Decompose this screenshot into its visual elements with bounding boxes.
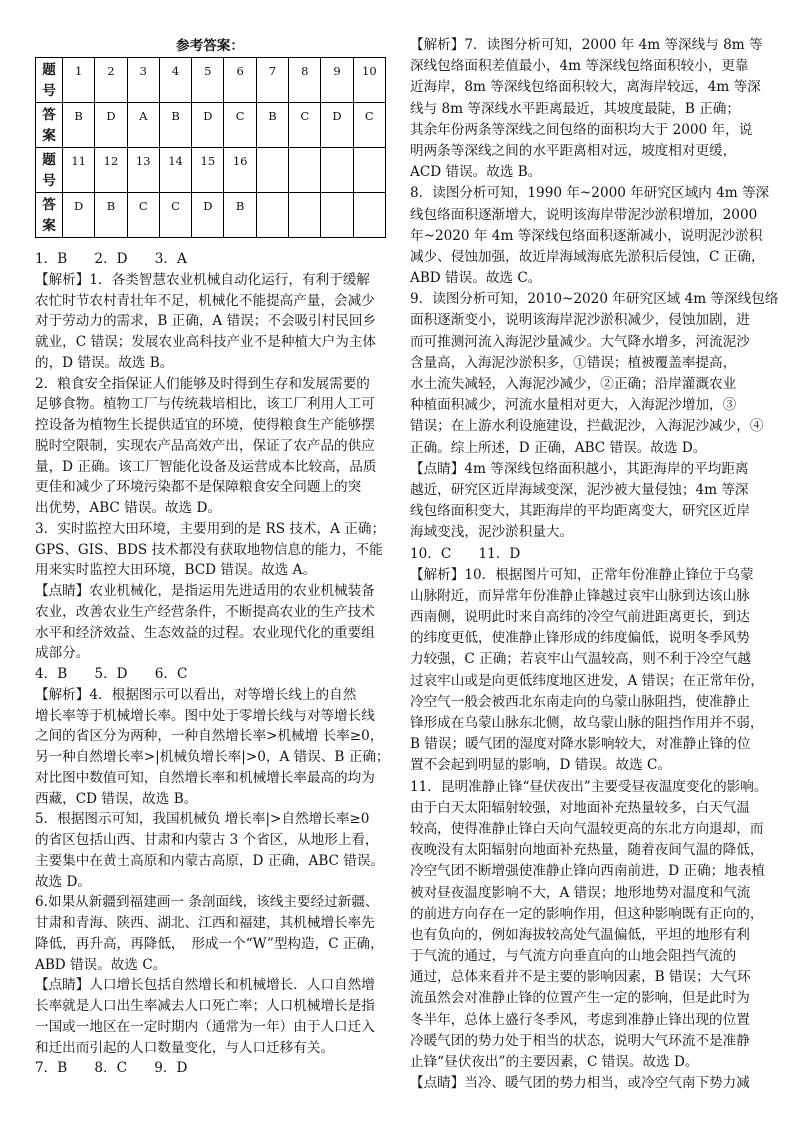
table-cell: C xyxy=(159,193,191,238)
text-line: 【解析】10．根据图片可知，正常年份准静止锋位于乌蒙 xyxy=(410,566,754,583)
text-line: 西南侧，说明此时来自高纬的冷空气前进距离更长，到达 xyxy=(410,609,750,626)
left-text-column xyxy=(35,249,391,1079)
text-line: 长率就是人口出生率减去人口死亡率；人口机械增长是指 xyxy=(35,998,375,1014)
text-line: 由于白天太阳辐射较强，对地面补充热量较多，白天气温 xyxy=(410,799,750,816)
table-cell: B xyxy=(63,103,95,148)
text-line: 10．C 11．D xyxy=(410,545,521,562)
text-line: ABD 错误。故选 C。 xyxy=(410,270,542,287)
text-line: 就业，C 错误；发展农业高科技产业不是种植大户为主体 xyxy=(35,334,376,350)
table-cell: 15 xyxy=(192,148,224,193)
text-line: ABD 错误。故选 C。 xyxy=(35,956,167,973)
text-line: 出优势，ABC 错误。故选 D。 xyxy=(35,500,221,516)
text-line: 正确。综上所述，D 正确，ABC 错误。故选 D。 xyxy=(410,439,707,456)
text-line: 更佳和减少了环境污染都不是保障粮食安全问题上的突 xyxy=(35,479,362,496)
text-line: 深线包络面积差值最小，4m 等深线包络面积较小，更靠 xyxy=(410,58,749,75)
right-text-column xyxy=(410,35,780,1094)
text-line: 被对昼夜温度影响不大，A 错误；地形地势对温度和气流 xyxy=(410,884,751,901)
table-cell: 3 xyxy=(127,58,159,103)
answer-table xyxy=(35,57,386,238)
text-line: 明两条等深线之间的水平距离相对远，坡度相对更缓， xyxy=(410,142,737,159)
text-line: 5．根据图示可知，我国机械负 增长率|>自然增长率≥0 xyxy=(35,811,370,828)
text-line: 的，D 错误。故选 B。 xyxy=(35,354,174,371)
table-cell: 9 xyxy=(321,58,353,103)
text-line: 冬半年，总体上盛行冬季风，考虑到准静止锋出现的位置 xyxy=(410,1011,750,1028)
text-line: 足够食物。植物工厂与传统栽培相比，该工厂利用人工可 xyxy=(35,396,375,413)
text-line: 冷暖气团的势力处于相当的状态，说明大气环流不是准静 xyxy=(410,1032,750,1049)
text-line: 【点睛】农业机械化，是指运用先进适用的农业机械装备 xyxy=(35,583,375,599)
text-line: 的省区包括山西、甘肃和内蒙古 3 个省区，从地形上看， xyxy=(35,832,379,848)
table-row-answers xyxy=(36,103,386,148)
text-line: 置不会起到明显的影响，D 错误。故选 C。 xyxy=(410,757,672,774)
table-cell-empty xyxy=(353,193,385,238)
table-cell-empty xyxy=(321,193,353,238)
text-line: 西藏，CD 错误，故选 B。 xyxy=(35,790,198,807)
text-line: 【点睛】当冷、暖气团的势力相当，或冷空气南下势力减 xyxy=(410,1075,750,1092)
text-line: 的纬度更低，使准静止锋形成的纬度偏低，说明冬季风势 xyxy=(410,630,750,647)
table-cell: D xyxy=(192,103,224,148)
table-cell: C xyxy=(127,193,159,238)
text-line: 对比图中数值可知，自然增长率和机械增长率最高的均为 xyxy=(35,769,375,786)
text-line: 农业，改善农业生产经营条件，不断提高农业的生产技术 xyxy=(35,603,375,620)
text-line: ACD 错误。故选 B。 xyxy=(410,164,542,181)
text-line: 的前进方向存在一定的影响作用，但这种影响既有正向的， xyxy=(410,905,764,922)
table-cell: 7 xyxy=(256,58,288,103)
table-cell: B xyxy=(256,103,288,148)
text-line: 甘肃和青海、陕西、湖北、江西和福建，其机械增长率先 xyxy=(35,915,375,931)
table-cell: 1 xyxy=(63,58,95,103)
text-line: 含量高，入海泥沙淤积多，①错误；植被覆盖率提高， xyxy=(410,354,737,371)
table-cell: A xyxy=(127,103,159,148)
text-line: 错误；在上游水利设施建设，拦截泥沙，入海泥沙减少，④ xyxy=(410,418,764,435)
text-line: 水平和经济效益、生态效益的过程。农业现代化的重要组 xyxy=(35,624,375,641)
text-line: B 错误；暖气团的湿度对降水影响较大，对准静止锋的位 xyxy=(410,736,751,753)
text-line: 【解析】1．各类智慧农业机械自动化运行，有利于缓解 xyxy=(35,271,370,288)
table-cell: D xyxy=(63,193,95,238)
text-line: 和迁出而引起的人口数量变化，与人口迁移有关。 xyxy=(35,1039,335,1056)
text-line: 对于劳动力的需求，B 正确，A 错误；不会吸引村民回乡 xyxy=(35,313,377,330)
text-line: 另一种自然增长率>|机械负增长率|>0，A 错误、B 正确； xyxy=(35,749,390,765)
answer-key-title: 参考答案： xyxy=(176,38,244,54)
table-cell: 12 xyxy=(95,148,127,193)
text-line: 山脉附近，而异常年份准静止锋越过哀牢山脉到达该山脉 xyxy=(410,587,750,604)
table-cell-empty xyxy=(353,148,385,193)
table-cell: 4 xyxy=(159,58,191,103)
text-line: 量，D 正确。该工厂智能化设备及运营成本比较高，品质 xyxy=(35,458,377,475)
text-line: 【解析】7．读图分析可知，2000 年 4m 等深线与 8m 等 xyxy=(410,37,763,53)
text-line: 11．昆明准静止锋“昼伏夜出”主要受昼夜温度变化的影响。 xyxy=(410,778,768,795)
table-cell: B xyxy=(159,103,191,148)
text-line: 【点睛】4m 等深线包络面积越小，其距海岸的平均距离 xyxy=(410,460,749,477)
table-cell: D xyxy=(95,103,127,148)
text-line: 控设备为植物生长提供适宜的环境，使得粮食生产能够摆 xyxy=(35,417,375,433)
text-line: 近海岸，8m 等深线包络面积较大，离海岸较远，4m 等深 xyxy=(410,79,761,96)
text-line: 夜晚没有太阳辐射向地面补充热量，随着夜间气温的降低， xyxy=(410,842,764,859)
table-row-answers xyxy=(36,193,386,238)
text-line: 成部分。 xyxy=(35,645,90,662)
table-cell-empty xyxy=(289,193,321,238)
table-cell-empty xyxy=(256,148,288,193)
table-cell: 8 xyxy=(289,58,321,103)
text-line: 种植面积减少，河流水量相对更大，入海泥沙增加，③ xyxy=(410,397,737,414)
text-line: 2．粮食安全指保证人们能够及时得到生存和发展需要的 xyxy=(35,375,370,392)
table-cell: D xyxy=(321,103,353,148)
table-cell: 2 xyxy=(95,58,127,103)
table-row-label: 答案 xyxy=(36,103,63,148)
table-row-label: 题号 xyxy=(36,58,63,103)
text-line: 年~2020 年 4m 等深线包络面积逐渐减小，说明泥沙淤积 xyxy=(410,227,763,244)
text-line: 7．B 8．C 9．D xyxy=(35,1060,188,1077)
table-cell: C xyxy=(353,103,385,148)
table-cell-empty xyxy=(289,148,321,193)
table-cell: 5 xyxy=(192,58,224,103)
text-line: 1．B 2．D 3．A xyxy=(35,251,187,267)
text-line: 增长率等于机械增长率。图中处于零增长线与对等增长线 xyxy=(35,707,375,724)
text-line: 较高，使得准静止锋白天向气温较更高的东北方向退却，而 xyxy=(410,820,764,837)
text-line: 故选 D。 xyxy=(35,873,92,890)
table-cell: C xyxy=(289,103,321,148)
text-line: 农忙时节农村青壮年不足，机械化不能提高产量，会减少 xyxy=(35,292,375,309)
text-line: 之间的省区分为两种，一种自然增长率>机械增 长率≥0， xyxy=(35,728,384,745)
text-line: 力较强，C 正确；若哀牢山气温较高，则不利于冷空气越 xyxy=(410,651,751,668)
text-line: 6.如果从新疆到福建画一 条剖面线，该线主要经过新疆、 xyxy=(35,894,379,911)
text-line: 脱时空限制，实现农产品高效产出，保证了农产品的供应 xyxy=(35,437,375,454)
table-cell: 11 xyxy=(63,148,95,193)
text-line: 降低，再升高，再降低， 形成一个“W”型构造，C 正确， xyxy=(35,935,384,952)
text-line: 止锋“昼伏夜出”的主要因素，C 错误。故选 D。 xyxy=(410,1054,699,1070)
text-line: 冷空气团不断增强使准静止锋向西南前进，D 正确；地表植 xyxy=(410,863,766,880)
text-line: 冷空气一般会被西北东南走向的乌蒙山脉阻挡，使准静止 xyxy=(410,693,750,710)
table-cell: B xyxy=(95,193,127,238)
text-line: 海域变浅，泥沙淤积量大。 xyxy=(410,524,574,541)
table-cell-empty xyxy=(256,193,288,238)
table-cell: 16 xyxy=(224,148,256,193)
table-cell-empty xyxy=(321,148,353,193)
table-cell: 13 xyxy=(127,148,159,193)
text-line: 越近，研究区近岸海域变深，泥沙被大量侵蚀；4m 等深 xyxy=(410,481,749,498)
text-line: 3．实时监控大田环境，主要用到的是 RS 技术，A 正确； xyxy=(35,520,386,537)
text-line: 4．B 5．D 6．C xyxy=(35,666,188,682)
text-line: 锋形成在乌蒙山脉东北侧，故乌蒙山脉的阻挡作用并不弱， xyxy=(410,715,764,731)
text-line: 于气流的通过，与气流方向垂直向的山地会阻挡气流的 xyxy=(410,948,737,965)
text-line: GPS、GIS、BDS 技术都没有获取地物信息的能力，不能 xyxy=(35,541,383,558)
text-line: 流虽然会对准静止锋的位置产生一定的影响，但是此时为 xyxy=(410,990,750,1007)
table-row-question-numbers xyxy=(36,148,386,193)
table-row-label: 题号 xyxy=(36,148,63,193)
table-cell: 14 xyxy=(159,148,191,193)
text-line: 9．读图分析可知，2010~2020 年研究区域 4m 等深线包络 xyxy=(410,291,779,308)
text-line: 8．读图分析可知，1990 年~2000 年研究区域内 4m 等深 xyxy=(410,185,770,202)
table-row-question-numbers xyxy=(36,58,386,103)
table-cell: 6 xyxy=(224,58,256,103)
table-cell: B xyxy=(224,193,256,238)
table-cell: C xyxy=(224,103,256,148)
text-line: 【点睛】人口增长包括自然增长和机械增长．人口自然增 xyxy=(35,977,375,994)
text-line: 过哀牢山或是向更低纬度地区进发，A 错误；在正常年份， xyxy=(410,672,764,689)
text-line: 通过，总体来看并不是主要的影响因素，B 错误；大气环 xyxy=(410,969,751,986)
text-line: 一国或一地区在一定时期内（通常为一年）由于人口迁入 xyxy=(35,1018,375,1035)
text-line: 水土流失减轻，入海泥沙减少，②正确；沿岸灌溉农业 xyxy=(410,376,737,392)
text-line: 减少、侵蚀加强，故近岸海域海底先淤积后侵蚀，C 正确， xyxy=(410,248,765,265)
text-line: 线与 8m 等深线水平距离最近，其坡度最陡，B 正确； xyxy=(410,100,740,117)
text-line: 主要集中在黄土高原和内蒙古高原，D 正确，ABC 错误。 xyxy=(35,852,385,869)
text-line: 其余年份两条等深线之间包络的面积均大于 2000 年，说 xyxy=(410,121,753,138)
text-line: 而可推测河流入海泥沙量减少。大气降水增多，河流泥沙 xyxy=(410,333,750,350)
text-line: 面积逐渐变小，说明该海岸泥沙淤积减少，侵蚀加剧，进 xyxy=(410,312,750,329)
table-cell: D xyxy=(192,193,224,238)
text-line: 【解析】4．根据图示可以看出，对等增长线上的自然 xyxy=(35,686,357,703)
text-line: 用来实时监控大田环境，BCD 错误。故选 A。 xyxy=(35,562,317,579)
table-row-label: 答案 xyxy=(36,193,63,238)
text-line: 也有负向的，例如海拔较高处气温偏低，平坦的地形有利 xyxy=(410,926,750,943)
table-cell: 10 xyxy=(353,58,385,103)
text-line: 线包络面积逐渐增大，说明该海岸带泥沙淤积增加，2000 xyxy=(410,206,758,223)
text-line: 线包络面积变大，其距海岸的平均距离变大，研究区近岸 xyxy=(410,503,750,520)
